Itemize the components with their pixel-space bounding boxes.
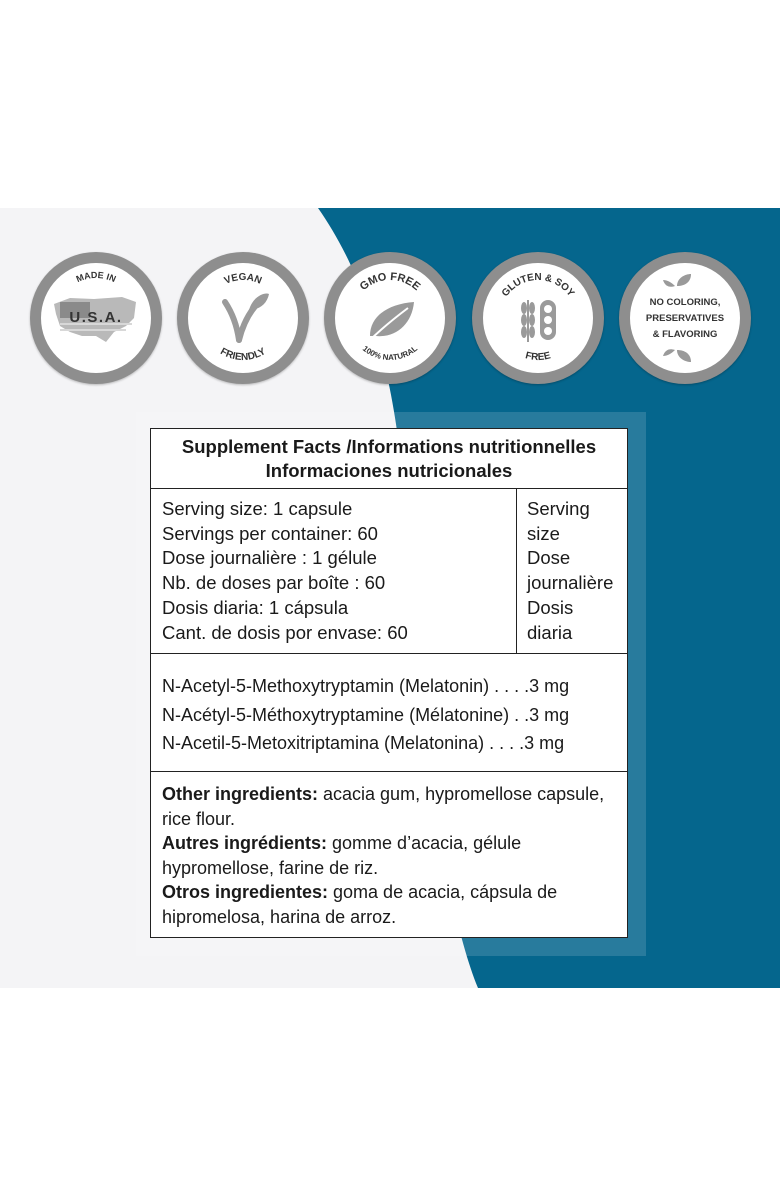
serving-header-line: Serving: [527, 498, 590, 519]
facts-title-line-1: Supplement Facts /Informations nutritionnelles: [181, 436, 597, 457]
serving-line: Dose journalière : 1 gélule: [162, 547, 377, 569]
serving-line: Dosis diaria: 1 cápsula: [162, 596, 349, 618]
other-text: goma de acacia, cápsula de: [328, 882, 558, 903]
serving-section: [151, 489, 627, 654]
other-text: hipromelosa, harina de arroz.: [162, 906, 397, 927]
serving-header-line: Dosis: [527, 596, 574, 618]
badge-bottom-text: 100% NATURAL: [360, 343, 420, 363]
serving-header-line: Dose: [527, 547, 571, 569]
serving-line: Servings per container: 60: [162, 522, 378, 544]
supplement-facts-table: [150, 428, 628, 938]
other-text: rice flour.: [162, 808, 236, 829]
badge-line-1: NO COLORING,: [649, 297, 721, 308]
gmo-free-badge: [324, 252, 456, 384]
facts-title-line-2: Informaciones nutricionales: [265, 460, 513, 481]
serving-header-line: diaria: [527, 621, 573, 643]
facts-title: [151, 429, 627, 489]
serving-line: Cant. de dosis por envase: 60: [162, 621, 408, 643]
ingredient-line: N-Acetil-5-Metoxitriptamina (Melatonina) . . . .3 mg: [162, 733, 565, 753]
badge-top-text: MADE IN: [74, 269, 118, 285]
other-label: Other ingredients:: [162, 784, 319, 804]
other-ingredients: [151, 772, 627, 930]
badge-bottom-text: FRIENDLY: [218, 346, 268, 364]
serving-info: [151, 489, 517, 653]
leaf-icon: [368, 302, 414, 342]
badge-top-text: VEGAN: [222, 271, 264, 287]
ingredient-line: N-Acétyl-5-Méthoxytryptamine (Mélatonine) . .3 mg: [162, 704, 570, 725]
ingredient-line: N-Acetyl-5-Methoxytryptamin (Melatonin) . . . .3 mg: [162, 676, 570, 696]
serving-line: Serving size: 1 capsule: [162, 498, 353, 519]
wheat-soy-icon: [521, 300, 556, 342]
serving-header-line: journalière: [527, 572, 614, 594]
other-text: acacia gum, hypromellose capsule,: [318, 784, 605, 804]
other-text: gomme d’acacia, gélule: [327, 833, 522, 854]
other-label: Otros ingredientes:: [162, 882, 329, 903]
badge-line-3: & FLAVORING: [652, 329, 718, 340]
serving-header-line: size: [527, 522, 560, 544]
v-leaf-icon: [225, 294, 269, 340]
badge-line-2: PRESERVATIVES: [645, 313, 725, 324]
other-text: hypromellose, farine de riz.: [162, 857, 379, 878]
other-ingredients-es: [162, 880, 619, 929]
serving-line: Nb. de doses par boîte : 60: [162, 572, 386, 594]
vegan-friendly-badge: [177, 252, 309, 384]
made-in-usa-badge: [30, 252, 162, 384]
other-ingredients-en: [162, 782, 619, 831]
badge-top-text: GLUTEN & SOY: [499, 271, 577, 299]
serving-column-header: [517, 489, 627, 653]
gluten-soy-free-badge: [472, 252, 604, 384]
active-ingredients: [151, 654, 627, 772]
badge-bottom-text: FREE: [524, 350, 552, 364]
badge-center-text: U.S.A.: [69, 309, 123, 326]
other-label: Autres ingrédients:: [162, 833, 328, 854]
other-ingredients-fr: [162, 831, 619, 880]
no-coloring-badge: [619, 252, 751, 384]
badge-top-text: GMO FREE: [357, 270, 423, 294]
